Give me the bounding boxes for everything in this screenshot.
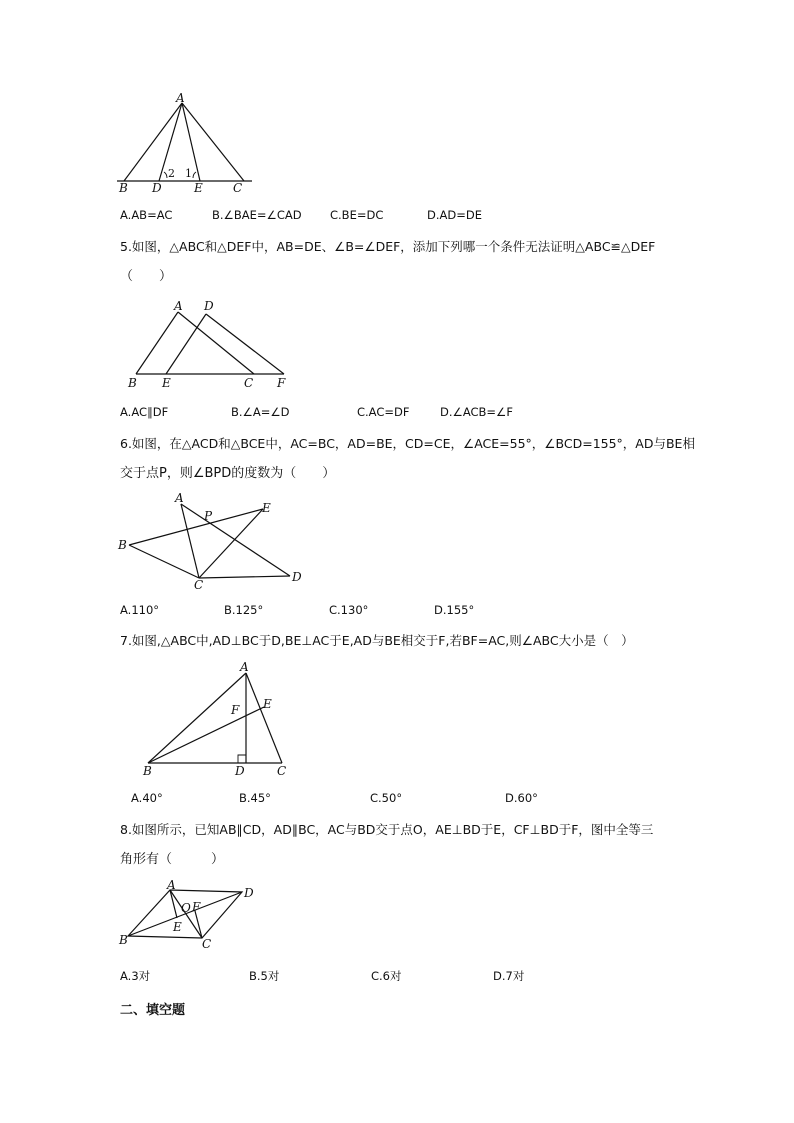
q8-stem-line2: 角形有（ ） xyxy=(120,852,225,867)
q5-option-a: A.AC∥DF xyxy=(120,405,169,419)
q6-option-d: D.155° xyxy=(434,603,475,617)
q5-option-d: D.∠ACB=∠F xyxy=(440,405,513,419)
label-d: D xyxy=(235,764,245,778)
label-d: D xyxy=(292,570,302,584)
q6-stem-line2: 交于点P，则∠BPD的度数为（ ） xyxy=(120,466,336,481)
figure-q5 xyxy=(120,296,300,392)
figure-q4 xyxy=(112,90,262,200)
q4-option-d: D.AD=DE xyxy=(427,208,482,222)
label-d: D xyxy=(152,181,162,195)
q4-option-a: A.AB=AC xyxy=(120,208,173,222)
label-d: D xyxy=(244,886,254,900)
section-heading: 二、填空题 xyxy=(120,1003,186,1018)
label-p: P xyxy=(204,509,213,523)
label-b: B xyxy=(118,538,127,552)
label-b: B xyxy=(143,764,152,778)
label-a: A xyxy=(176,91,185,105)
q8-option-d: D.7对 xyxy=(493,969,525,983)
q7-option-a: A.40° xyxy=(131,791,163,805)
q7-option-c: C.50° xyxy=(370,791,403,805)
q8-option-a: A.3对 xyxy=(120,969,151,983)
label-e: E xyxy=(162,376,171,390)
figure-q8 xyxy=(115,876,265,956)
label-c: C xyxy=(194,578,204,592)
q6-stem-line1: 6.如图，在△ACD和△BCE中，AC=BC，AD=BE，CD=CE，∠ACE=55°，∠BCD=155°，AD与BE相 xyxy=(120,436,695,451)
label-a: A xyxy=(175,491,184,505)
q8-option-c: C.6对 xyxy=(371,969,402,983)
q8-option-b: B.5对 xyxy=(249,969,280,983)
label-a: A xyxy=(174,299,183,313)
q6-option-c: C.130° xyxy=(329,603,369,617)
label-b: B xyxy=(119,933,128,947)
q7-option-b: B.45° xyxy=(239,791,271,805)
q7-stem-line1: 7.如图,△ABC中,AD⊥BC于D,BE⊥AC于E,AD与BE相交于F,若BF=AC,则∠ABC大小是（ ） xyxy=(120,633,634,648)
label-f: F xyxy=(192,900,201,914)
label-c: C xyxy=(244,376,254,390)
label-o: O xyxy=(181,901,191,915)
label-f: F xyxy=(277,376,286,390)
label-d: D xyxy=(204,299,214,313)
q5-stem-line1: 5.如图，△ABC和△DEF中，AB=DE、∠B=∠DEF，添加下列哪一个条件无法证明△ABC≌△DEF xyxy=(120,239,656,254)
figure-q7 xyxy=(138,658,298,783)
q4-option-b: B.∠BAE=∠CAD xyxy=(212,208,302,222)
label-a: A xyxy=(240,660,249,674)
figure-q6 xyxy=(115,490,310,590)
q6-option-a: A.110° xyxy=(120,603,160,617)
q7-option-d: D.60° xyxy=(505,791,538,805)
q5-option-b: B.∠A=∠D xyxy=(231,405,290,419)
angle-1-label: 1 xyxy=(185,167,192,180)
label-b: B xyxy=(119,181,128,195)
label-e: E xyxy=(173,920,182,934)
q5-stem-line2: （ ） xyxy=(120,269,173,284)
label-e: E xyxy=(194,181,203,195)
angle-2-label: 2 xyxy=(168,167,175,180)
label-f: F xyxy=(231,703,240,717)
label-b: B xyxy=(128,376,137,390)
label-e: E xyxy=(263,697,272,711)
q4-option-c: C.BE=DC xyxy=(330,208,384,222)
label-a: A xyxy=(167,878,176,892)
q5-option-c: C.AC=DF xyxy=(357,405,410,419)
label-c: C xyxy=(202,937,212,951)
label-c: C xyxy=(277,764,287,778)
label-c: C xyxy=(233,181,243,195)
label-e: E xyxy=(262,501,271,515)
q6-option-b: B.125° xyxy=(224,603,264,617)
q8-stem-line1: 8.如图所示，已知AB∥CD，AD∥BC，AC与BD交于点O，AE⊥BD于E，CF⊥BD于F，图中全等三 xyxy=(120,822,654,837)
